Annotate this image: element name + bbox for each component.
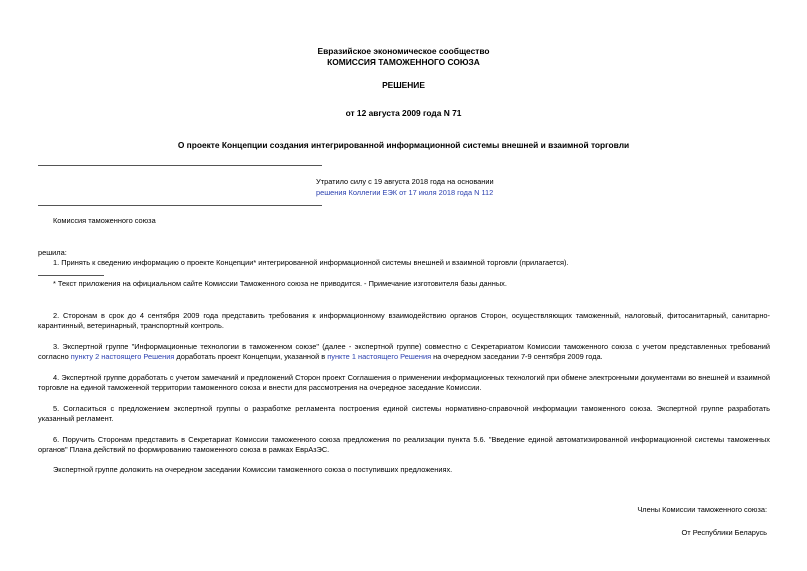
issuer: Комиссия таможенного союза — [53, 216, 156, 225]
item-5: 5. Согласиться с предложением экспертной группы о разработке регламента построения единой системы нормативно-справочной информации таможенного союза. Экспертной группе разработать указанный регламент. — [38, 404, 770, 423]
decided-label: решила: — [38, 248, 67, 257]
org-name: Евразийское экономическое сообщество — [317, 46, 490, 56]
document-type: РЕШЕНИЕ — [382, 80, 425, 90]
commission-name: КОМИССИЯ ТАМОЖЕННОГО СОЮЗА — [327, 57, 480, 67]
document-title: О проекте Концепции создания интегрированной информационной системы внешней и взаимной торговли — [177, 140, 630, 150]
document-date: от 12 августа 2009 года N 71 — [345, 108, 462, 118]
footnote-divider — [38, 275, 104, 276]
divider-top — [38, 165, 322, 166]
item-6: 6. Поручить Сторонам представить в Секретариат Комиссии таможенного союза предложения по реализации пункта 5.6. "Введение единой автоматизированной информационной системы таможенных органов" Плана действий по формированию таможенного союза в рамках ЕврАзЭС. — [38, 435, 770, 454]
signature-country: От Республики Беларусь — [681, 528, 767, 537]
link-item-1[interactable]: пункте 1 настоящего Решения — [327, 351, 432, 361]
item-7: Экспертной группе доложить на очередном заседании Комиссии таможенного союза о поступивших предложениях. — [53, 465, 453, 474]
repeal-link[interactable]: решения Коллегии ЕЭК от 17 июля 2018 года N 112 — [316, 188, 494, 197]
footnote: * Текст приложения на официальном сайте Комиссии Таможенного союза не приводится. - Примечание изготовителя базы данных. — [53, 279, 507, 288]
signature-members: Члены Комиссии таможенного союза: — [637, 505, 767, 514]
link-item-2[interactable]: пункту 2 настоящего Решения — [70, 351, 175, 361]
status-text: Утратило силу с 19 августа 2018 года на основании — [316, 177, 494, 186]
item-3: 3. Экспертной группе "Информационные технологии в таможенном союзе" (далее - экспертной группе) совместно с Секретариатом Комиссии таможенного союза с учетом представленных требований согласно пункту 2 настоящего Решения доработать проект Концепции, указанной в пункте 1 настоящего Решения на очередном заседании 7-9 сентября 2009 года. — [38, 342, 770, 361]
item-2: 2. Сторонам в срок до 4 сентября 2009 года представить требования к информационному взаимодействию органов Сторон, осуществляющих таможенный, налоговый, фитосанитарный, санитарно-карантинный, ветеринарный, транспортный контроль. — [38, 311, 770, 330]
item-4: 4. Экспертной группе доработать с учетом замечаний и предложений Сторон проект Соглашения о применении информационных технологий при обмене электронными документами во внешней и взаимной торговле на единой таможенной территории таможенного союза и внести для рассмотрения на очередное заседание Комиссии. — [38, 373, 770, 392]
divider-bottom — [38, 205, 322, 206]
item-1: 1. Принять к сведению информацию о проекте Концепции* интегрированной информационной системы внешней и взаимной торговли (прилагается). — [53, 258, 569, 267]
